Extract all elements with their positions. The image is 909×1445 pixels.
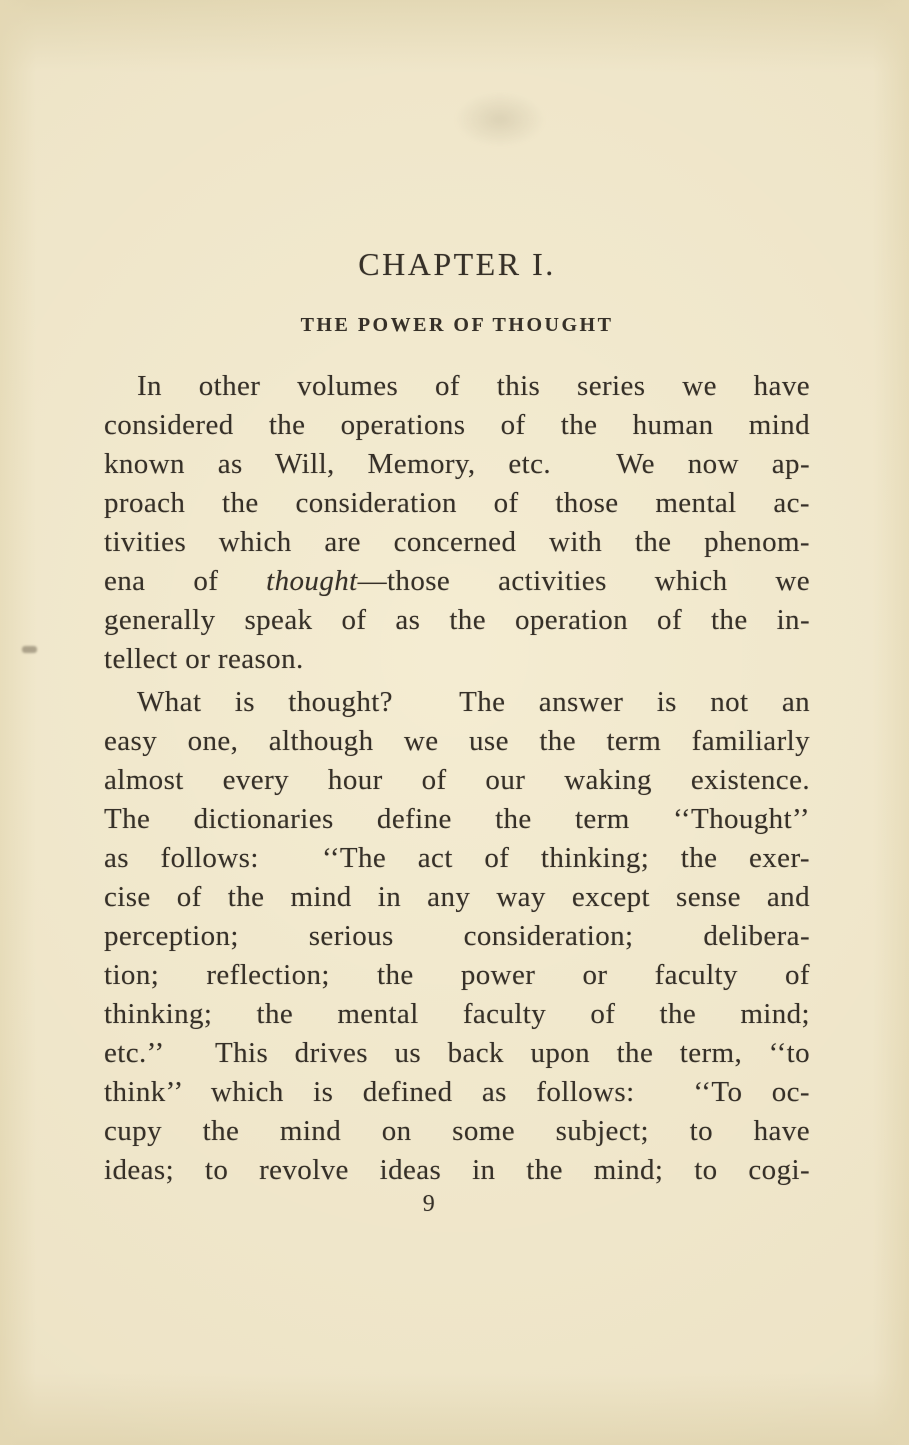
section-heading: THE POWER OF THOUGHT	[300, 313, 614, 336]
page-number: 9	[422, 1190, 436, 1217]
text-line: etc.’’ This drives us back upon the term, ‘‘to	[104, 1036, 810, 1069]
text-line: In other volumes of this series we have	[137, 369, 810, 402]
italic-term: thought	[266, 564, 358, 597]
text-line: What is thought? The answer is not an	[137, 685, 810, 718]
text-line: cupy the mind on some subject; to have	[104, 1114, 810, 1147]
text-segment: ena of	[104, 564, 267, 597]
text-line: perception; serious consideration; delibera-	[104, 919, 810, 952]
text-segment: —those activities which we	[357, 564, 810, 597]
paragraph-2	[104, 683, 810, 1190]
text-line: ideas; to revolve ideas in the mind; to cogi-	[104, 1153, 810, 1186]
text-line	[104, 562, 810, 601]
text-line: easy one, although we use the term familiarly	[104, 724, 810, 757]
text-line: known as Will, Memory, etc. We now ap-	[104, 447, 810, 480]
text-line: thinking; the mental faculty of the mind;	[104, 997, 810, 1030]
scan-artifact	[22, 646, 37, 653]
text-line: tivities which are concerned with the phenom-	[104, 525, 810, 558]
body-text	[104, 367, 810, 1190]
text-line: cise of the mind in any way except sense and	[104, 880, 810, 913]
text-line: The dictionaries define the term ‘‘Thought’’	[104, 802, 810, 835]
paragraph-1	[104, 367, 810, 679]
text-line: think’’ which is defined as follows: ‘‘To oc-	[104, 1075, 810, 1108]
text-line: generally speak of as the operation of the in-	[104, 603, 810, 636]
text-line: almost every hour of our waking existence.	[104, 763, 810, 796]
text-line: proach the consideration of those mental ac-	[104, 486, 810, 519]
chapter-heading: CHAPTER I.	[358, 246, 556, 282]
text-line: tion; reflection; the power or faculty of	[104, 958, 810, 991]
text-line: as follows: ‘‘The act of thinking; the exer-	[104, 841, 810, 874]
text-line: tellect or reason.	[104, 642, 304, 675]
page-content	[104, 0, 810, 1218]
text-line: considered the operations of the human mind	[104, 408, 810, 441]
